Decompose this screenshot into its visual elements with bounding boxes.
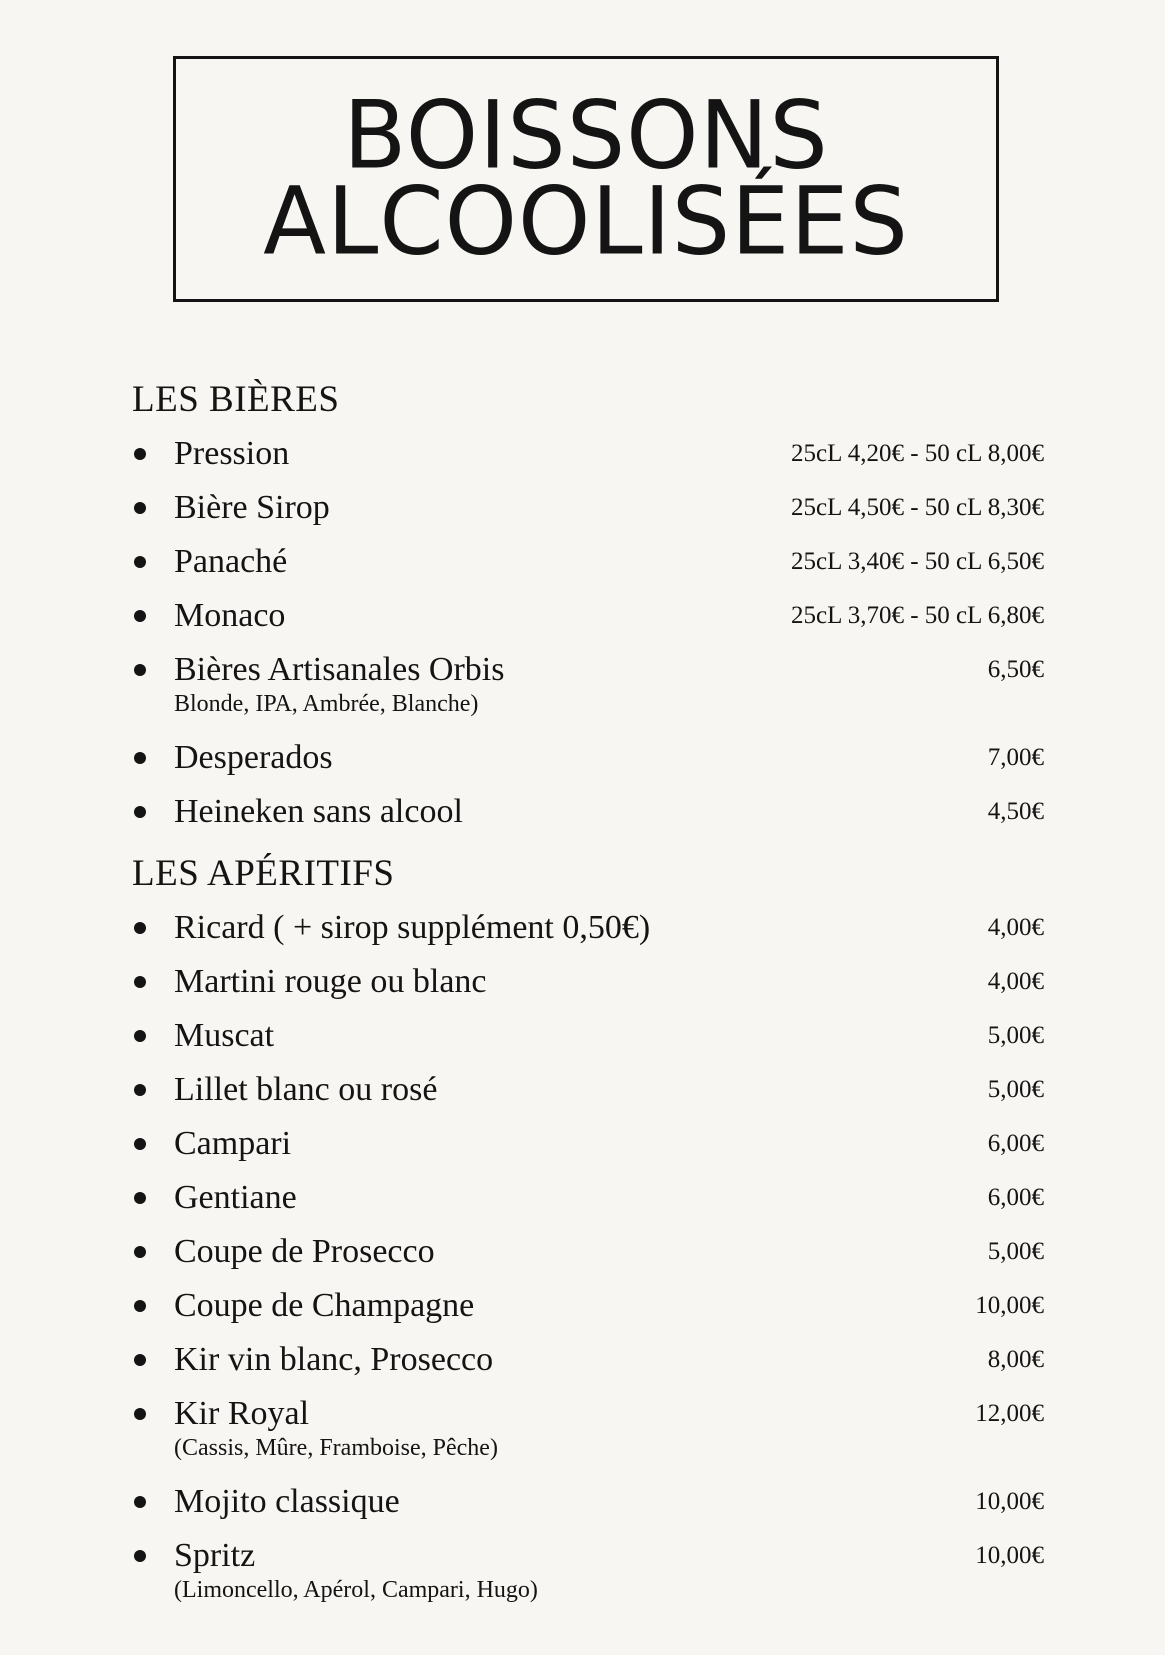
menu-item — [132, 907, 1047, 961]
item-price: 6,00€ — [987, 1130, 1044, 1157]
menu-item — [132, 1285, 1047, 1339]
menu-item — [132, 1393, 1047, 1481]
item-price: 5,00€ — [987, 1076, 1044, 1103]
menu-item — [132, 541, 1047, 595]
item-price: 25cL 3,40€ - 50 cL 6,50€ — [791, 548, 1044, 575]
bullet-icon — [134, 1138, 146, 1150]
menu-item — [132, 791, 1047, 845]
item-name: Pression — [174, 435, 290, 472]
section-heading-beers: LES BIÈRES — [132, 379, 340, 420]
aperitifs-list — [132, 907, 1047, 1623]
item-name: Spritz — [174, 1537, 256, 1574]
bullet-icon — [134, 1030, 146, 1042]
bullet-icon — [134, 610, 146, 622]
bullet-icon — [134, 1300, 146, 1312]
bullet-icon — [134, 448, 146, 460]
bullet-icon — [134, 806, 146, 818]
item-name: Panaché — [174, 543, 288, 580]
menu-item — [132, 961, 1047, 1015]
bullet-icon — [134, 1084, 146, 1096]
title-box — [173, 56, 999, 302]
menu-item — [132, 1177, 1047, 1231]
item-price: 25cL 4,50€ - 50 cL 8,30€ — [791, 494, 1044, 521]
item-price: 4,00€ — [987, 968, 1044, 995]
item-name: Monaco — [174, 597, 286, 634]
item-name: Coupe de Prosecco — [174, 1233, 435, 1270]
item-price: 25cL 4,20€ - 50 cL 8,00€ — [791, 440, 1044, 467]
menu-item — [132, 487, 1047, 541]
bullet-icon — [134, 922, 146, 934]
bullet-icon — [134, 752, 146, 764]
item-price: 5,00€ — [987, 1238, 1044, 1265]
item-price: 25cL 3,70€ - 50 cL 6,80€ — [791, 602, 1044, 629]
bullet-icon — [134, 976, 146, 988]
item-price: 4,50€ — [987, 798, 1044, 825]
item-price: 6,50€ — [987, 656, 1044, 683]
item-price: 6,00€ — [987, 1184, 1044, 1211]
menu-item — [132, 1339, 1047, 1393]
item-name: Martini rouge ou blanc — [174, 963, 487, 1000]
menu-item — [132, 1015, 1047, 1069]
item-name: Muscat — [174, 1017, 275, 1054]
menu-item — [132, 1231, 1047, 1285]
section-beers — [132, 378, 1047, 845]
menu-item — [132, 1069, 1047, 1123]
bullet-icon — [134, 1192, 146, 1204]
item-price: 12,00€ — [975, 1400, 1044, 1427]
menu-item — [132, 433, 1047, 487]
menu-item — [132, 595, 1047, 649]
item-price: 10,00€ — [975, 1488, 1044, 1515]
item-name: Bière Sirop — [174, 489, 330, 526]
bullet-icon — [134, 664, 146, 676]
section-aperitifs — [132, 852, 1047, 1623]
beers-list — [132, 433, 1047, 845]
item-name: Mojito classique — [174, 1483, 400, 1520]
item-price: 10,00€ — [975, 1542, 1044, 1569]
menu-item — [132, 1481, 1047, 1535]
item-name: Kir Royal — [174, 1395, 310, 1432]
item-price: 8,00€ — [987, 1346, 1044, 1373]
bullet-icon — [134, 1408, 146, 1420]
section-heading-aperitifs: LES APÉRITIFS — [132, 853, 395, 894]
item-name: Ricard ( + sirop supplément 0,50€) — [174, 909, 651, 946]
item-name: Gentiane — [174, 1179, 297, 1216]
menu-item — [132, 737, 1047, 791]
item-description: Blonde, IPA, Ambrée, Blanche) — [174, 691, 479, 717]
item-name: Kir vin blanc, Prosecco — [174, 1341, 494, 1378]
bullet-icon — [134, 502, 146, 514]
item-description: (Limoncello, Apérol, Campari, Hugo) — [174, 1577, 538, 1603]
item-name: Campari — [174, 1125, 292, 1162]
bullet-icon — [134, 1246, 146, 1258]
page-title-line2: ALCOOLISÉES — [263, 166, 909, 277]
bullet-icon — [134, 1496, 146, 1508]
item-name: Heineken sans alcool — [174, 793, 463, 830]
menu-item — [132, 649, 1047, 737]
menu-item — [132, 1123, 1047, 1177]
item-name: Bières Artisanales Orbis — [174, 651, 505, 688]
bullet-icon — [134, 1550, 146, 1562]
item-name: Lillet blanc ou rosé — [174, 1071, 438, 1108]
item-price: 5,00€ — [987, 1022, 1044, 1049]
item-price: 7,00€ — [987, 744, 1044, 771]
bullet-icon — [134, 1354, 146, 1366]
item-price: 4,00€ — [987, 914, 1044, 941]
menu-item — [132, 1535, 1047, 1623]
item-price: 10,00€ — [975, 1292, 1044, 1319]
item-name: Desperados — [174, 739, 333, 776]
item-name: Coupe de Champagne — [174, 1287, 475, 1324]
page-title-line1: BOISSONS — [343, 80, 829, 191]
bullet-icon — [134, 556, 146, 568]
item-description: (Cassis, Mûre, Framboise, Pêche) — [174, 1435, 498, 1461]
